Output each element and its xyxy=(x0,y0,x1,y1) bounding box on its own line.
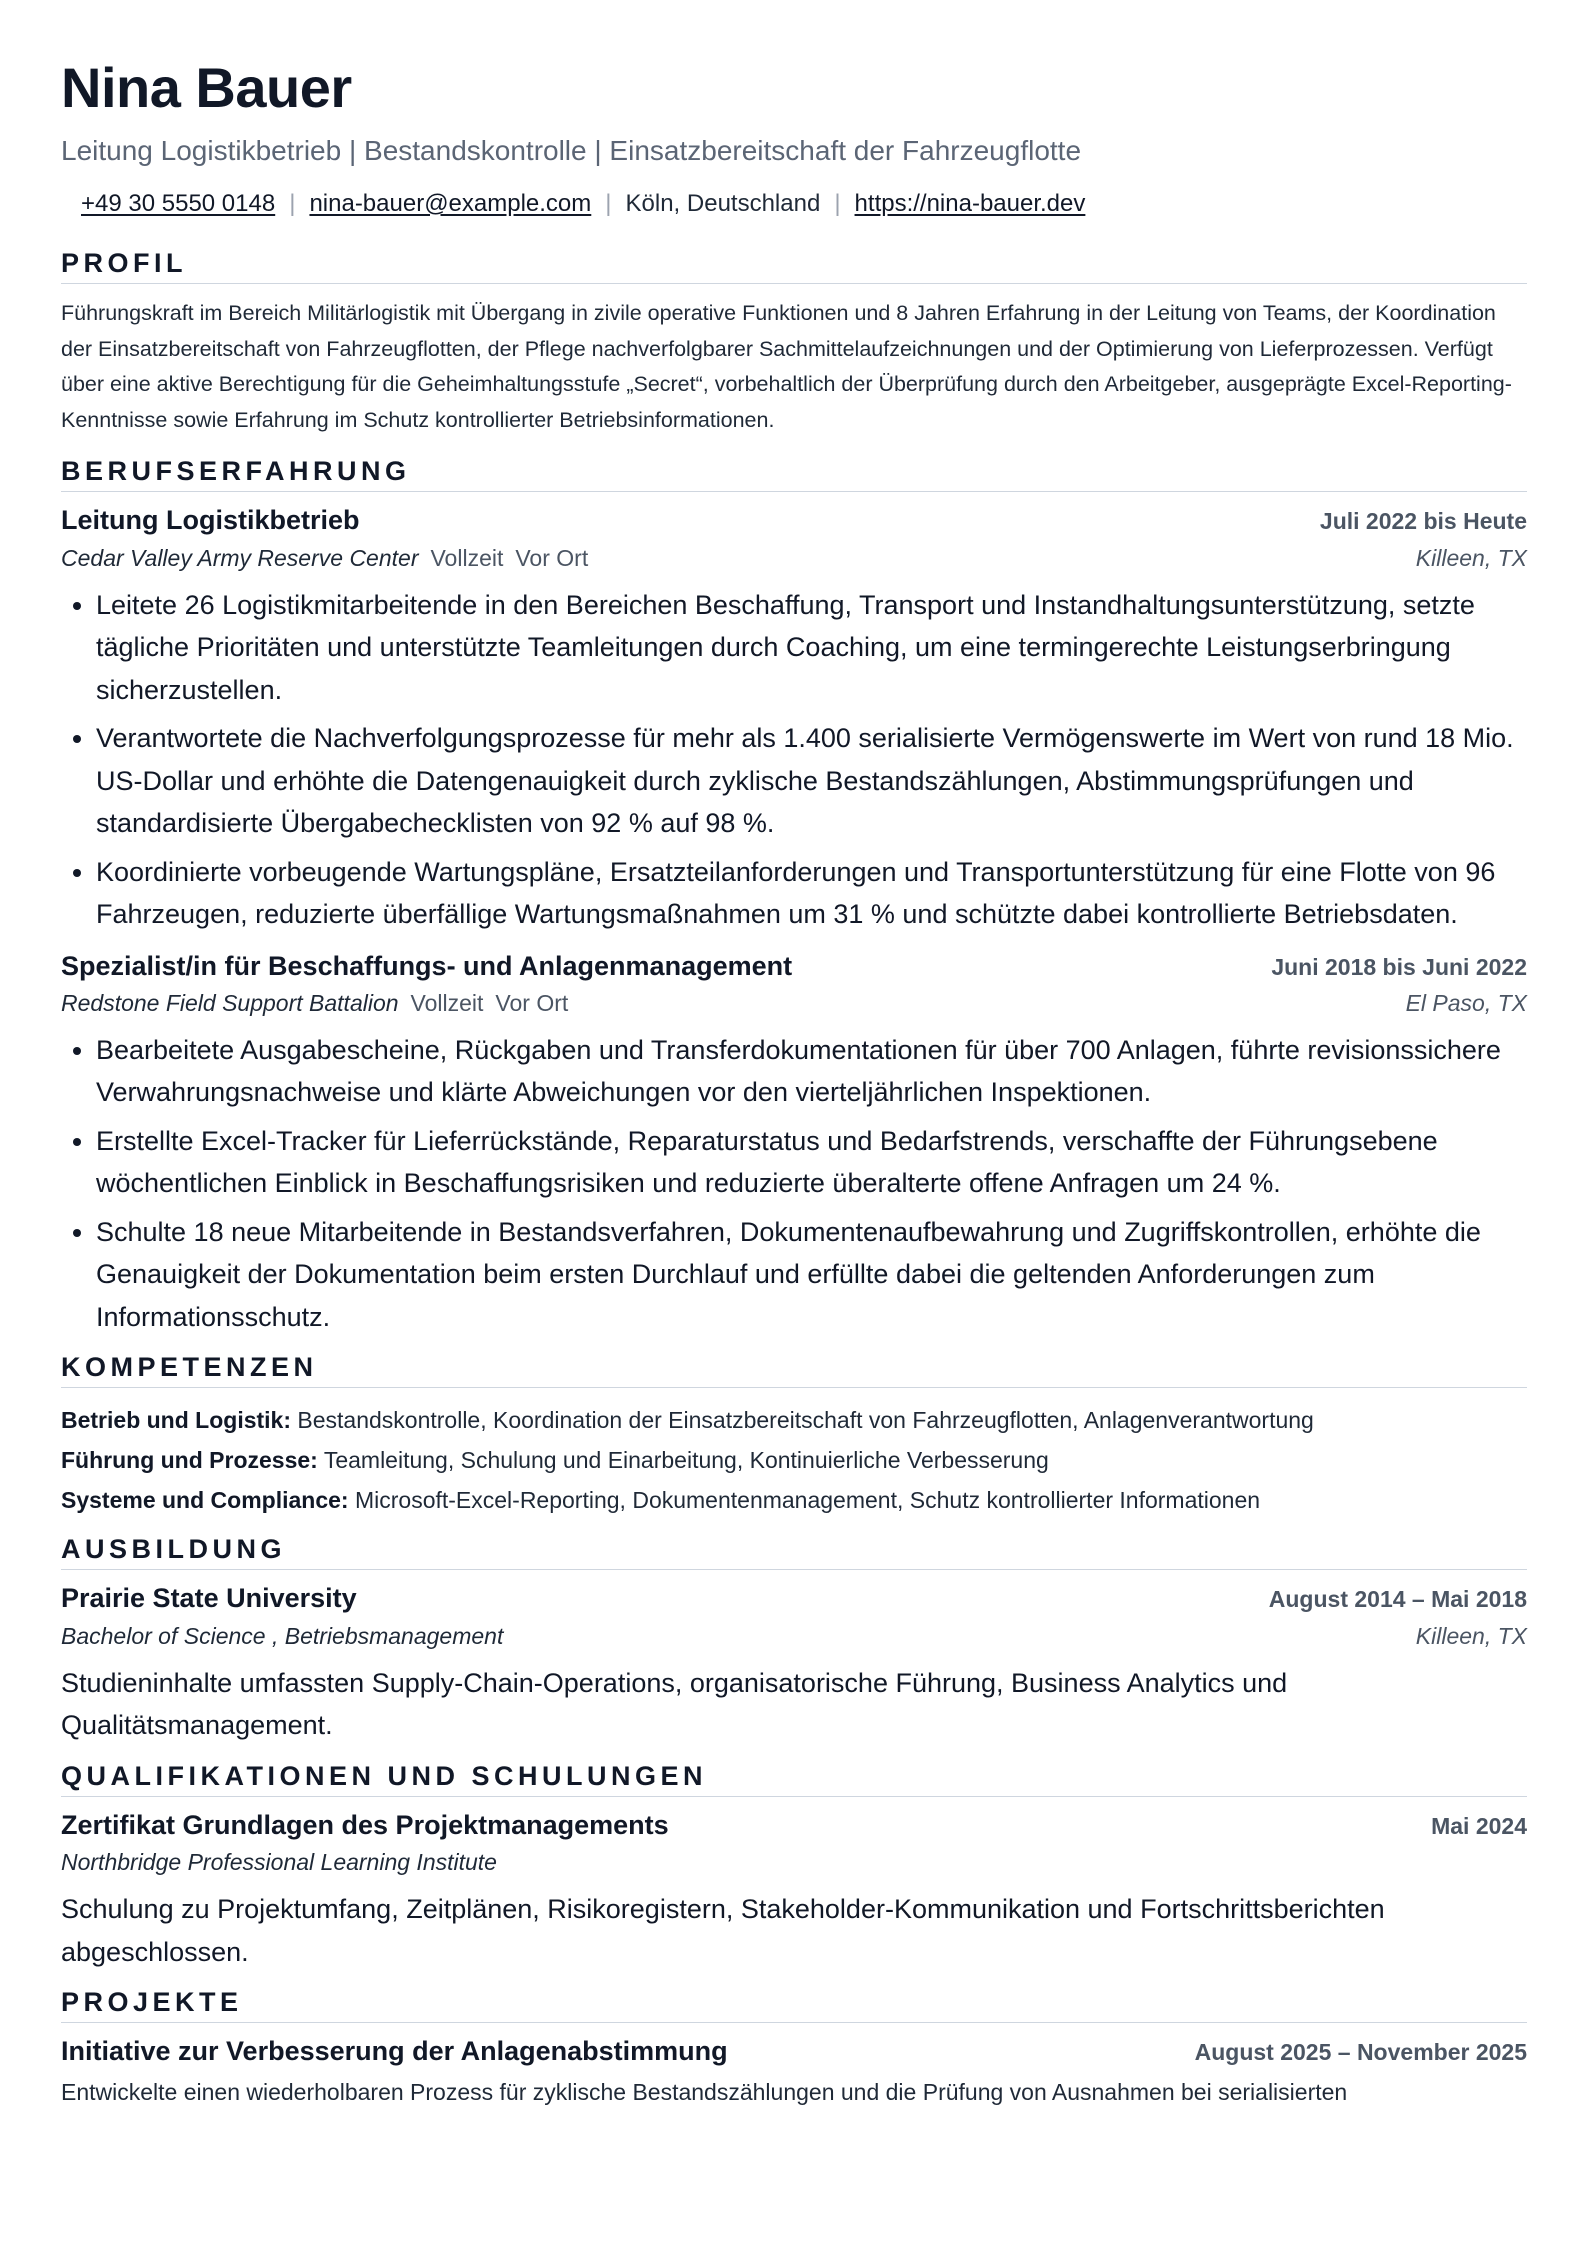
experience-section xyxy=(61,456,1527,1338)
skill-items: Microsoft-Excel-Reporting, Dokumentenmanagement, Schutz kontrollierter Informationen xyxy=(354,1487,1261,1514)
phone-link[interactable]: +49 30 5550 0148 xyxy=(81,189,276,217)
project-name: Initiative zur Verbesserung der Anlagenabstimmung xyxy=(61,2036,728,2067)
job-entry xyxy=(61,950,1527,1339)
contact-separator: | xyxy=(289,189,296,217)
profile-summary: Führungskraft im Bereich Militärlogistik mit Übergang in zivile operative Funktionen und 8 Jahren Erfahrung in der Leitung von Teams, der Koordination der Einsatzbereitschaft von Fahrzeugflotten, der Pflege nachverfolgbarer Sachmittelaufzeichnungen und der Optimierung von Lieferprozessen. Verfügt über eine aktive Berechtigung für die Geheimhaltungsstufe „Secret“, vorbehaltlich der Überprüfung durch den Arbeitgeber, ausgeprägte Excel-Reporting-Kenntnisse sowie Erfahrung im Schutz kontrollierter Betriebsinformationen. xyxy=(61,301,1512,432)
job-type: Vollzeit xyxy=(410,989,484,1016)
education-location: Killeen, TX xyxy=(1415,1622,1527,1649)
education-section xyxy=(61,1534,1527,1746)
job-bullet: • Verantwortete die Nachverfolgungsprozesse für mehr als 1.400 serialisierte Vermögenswerte im Wert von rund 18 Mio. US-Dollar und erhöhte die Datengenauigkeit durch zyklische Bestandszählungen, Abstimmungsprüfungen und standardisierte Übergabechecklisten von 92 % auf 98 %. xyxy=(96,717,1527,845)
job-location: Killeen, TX xyxy=(1415,544,1527,571)
job-bullets xyxy=(61,1029,1527,1339)
skill-category: Systeme und Compliance: xyxy=(61,1487,349,1514)
job-type: Vollzeit xyxy=(430,544,504,571)
job-bullet: • Schulte 18 neue Mitarbeitende in Bestandsverfahren, Dokumentenaufbewahrung und Zugriffskontrollen, erhöhte die Genauigkeit der Dokumentation beim ersten Durchlauf und erfüllte dabei die geltenden Anforderungen zum Informationsschutz. xyxy=(96,1211,1527,1339)
job-bullet: • Leitete 26 Logistikmitarbeitende in den Bereichen Beschaffung, Transport und Instandhaltungsunterstützung, setzte tägliche Prioritäten und unterstützte Teamleitungen durch Coaching, um eine termingerechte Leistungserbringung sicherzustellen. xyxy=(96,584,1527,712)
project-description: Entwickelte einen wiederholbaren Prozess für zyklische Bestandszählungen und die Prüfung von Ausnahmen bei serialisierten xyxy=(61,2078,1348,2105)
skill-items: Bestandskontrolle, Koordination der Einsatzbereitschaft von Fahrzeugflotten, Anlagenverantwortung xyxy=(297,1407,1314,1434)
skill-row xyxy=(61,1480,1527,1520)
job-bullet: • Bearbeitete Ausgabescheine, Rückgaben und Transferdokumentationen für über 700 Anlagen, führte revisionssichere Verwahrungsnachweise und klärte Abweichungen vor den vierteljährlichen Inspektionen. xyxy=(96,1029,1527,1114)
job-mode: Vor Ort xyxy=(495,989,569,1016)
project-date: August 2025 – November 2025 xyxy=(1194,2039,1527,2066)
skill-category: Führung und Prozesse: xyxy=(61,1447,318,1474)
education-school: Prairie State University xyxy=(61,1583,357,1614)
skill-category: Betrieb und Logistik: xyxy=(61,1407,291,1434)
job-bullet: • Erstellte Excel-Tracker für Lieferrückstände, Reparaturstatus und Bedarfstrends, verschaffte der Führungsebene wöchentlichen Einblick in Beschaffungsrisiken und reduzierte überalterte offene Anfragen um 24 %. xyxy=(96,1120,1527,1205)
qualification-issuer: Northbridge Professional Learning Institute xyxy=(61,1849,497,1876)
candidate-name: Nina Bauer xyxy=(61,56,352,119)
job-organization: Cedar Valley Army Reserve Center xyxy=(61,544,419,571)
job-role: Spezialist/in für Beschaffungs- und Anlagenmanagement xyxy=(61,950,793,981)
job-date: Juni 2018 bis Juni 2022 xyxy=(1271,953,1527,980)
contact-separator: | xyxy=(605,189,612,217)
contact-location: Köln, Deutschland xyxy=(625,189,821,217)
website-link[interactable]: https://nina-bauer.dev xyxy=(854,189,1086,217)
job-organization: Redstone Field Support Battalion xyxy=(61,989,399,1016)
education-degree: Bachelor of Science , Betriebsmanagement xyxy=(61,1622,504,1649)
job-bullet: • Koordinierte vorbeugende Wartungspläne, Ersatzteilanforderungen und Transportunterstützung für eine Flotte von 96 Fahrzeugen, reduzierte überfällige Wartungsmaßnahmen um 31 % und schützte dabei kontrollierte Betriebsdaten. xyxy=(96,851,1527,936)
education-description: Studieninhalte umfassten Supply-Chain-Operations, organisatorische Führung, Business Analytics und Qualitätsmanagement. xyxy=(61,1667,1288,1741)
email-link[interactable]: nina-bauer@example.com xyxy=(309,189,592,217)
candidate-headline: Leitung Logistikbetrieb | Bestandskontrolle | Einsatzbereitschaft der Fahrzeugflotte xyxy=(61,135,1082,166)
qualification-name: Zertifikat Grundlagen des Projektmanagements xyxy=(61,1809,669,1840)
qualification-description: Schulung zu Projektumfang, Zeitplänen, Risikoregistern, Stakeholder-Kommunikation und Fortschrittsberichten abgeschlossen. xyxy=(61,1894,1385,1967)
job-bullets xyxy=(61,584,1527,936)
skill-row xyxy=(61,1400,1527,1440)
section-title-projects: PROJEKTE xyxy=(61,1987,1527,2023)
section-title-experience: BERUFSERFAHRUNG xyxy=(61,456,1527,492)
education-date: August 2014 – Mai 2018 xyxy=(1268,1586,1527,1613)
job-location: El Paso, TX xyxy=(1405,989,1527,1016)
job-mode: Vor Ort xyxy=(515,544,589,571)
projects-section xyxy=(61,1987,1527,2109)
skills-section xyxy=(61,1352,1527,1520)
contact-separator: | xyxy=(834,189,841,217)
profile-section xyxy=(61,248,1527,438)
contact-line xyxy=(61,190,1527,219)
job-role: Leitung Logistikbetrieb xyxy=(61,505,360,536)
job-date: Juli 2022 bis Heute xyxy=(1319,508,1527,535)
skill-items: Teamleitung, Schulung und Einarbeitung, Kontinuierliche Verbesserung xyxy=(323,1447,1049,1474)
section-title-skills: KOMPETENZEN xyxy=(61,1352,1527,1388)
job-entry xyxy=(61,504,1527,935)
section-title-qualifications: QUALIFIKATIONEN UND SCHULUNGEN xyxy=(61,1761,1527,1797)
qualifications-section xyxy=(61,1761,1527,1973)
section-title-education: AUSBILDUNG xyxy=(61,1534,1527,1570)
skill-row xyxy=(61,1440,1527,1480)
section-title-profile: PROFIL xyxy=(61,248,1527,284)
qualification-date: Mai 2024 xyxy=(1431,1812,1527,1839)
